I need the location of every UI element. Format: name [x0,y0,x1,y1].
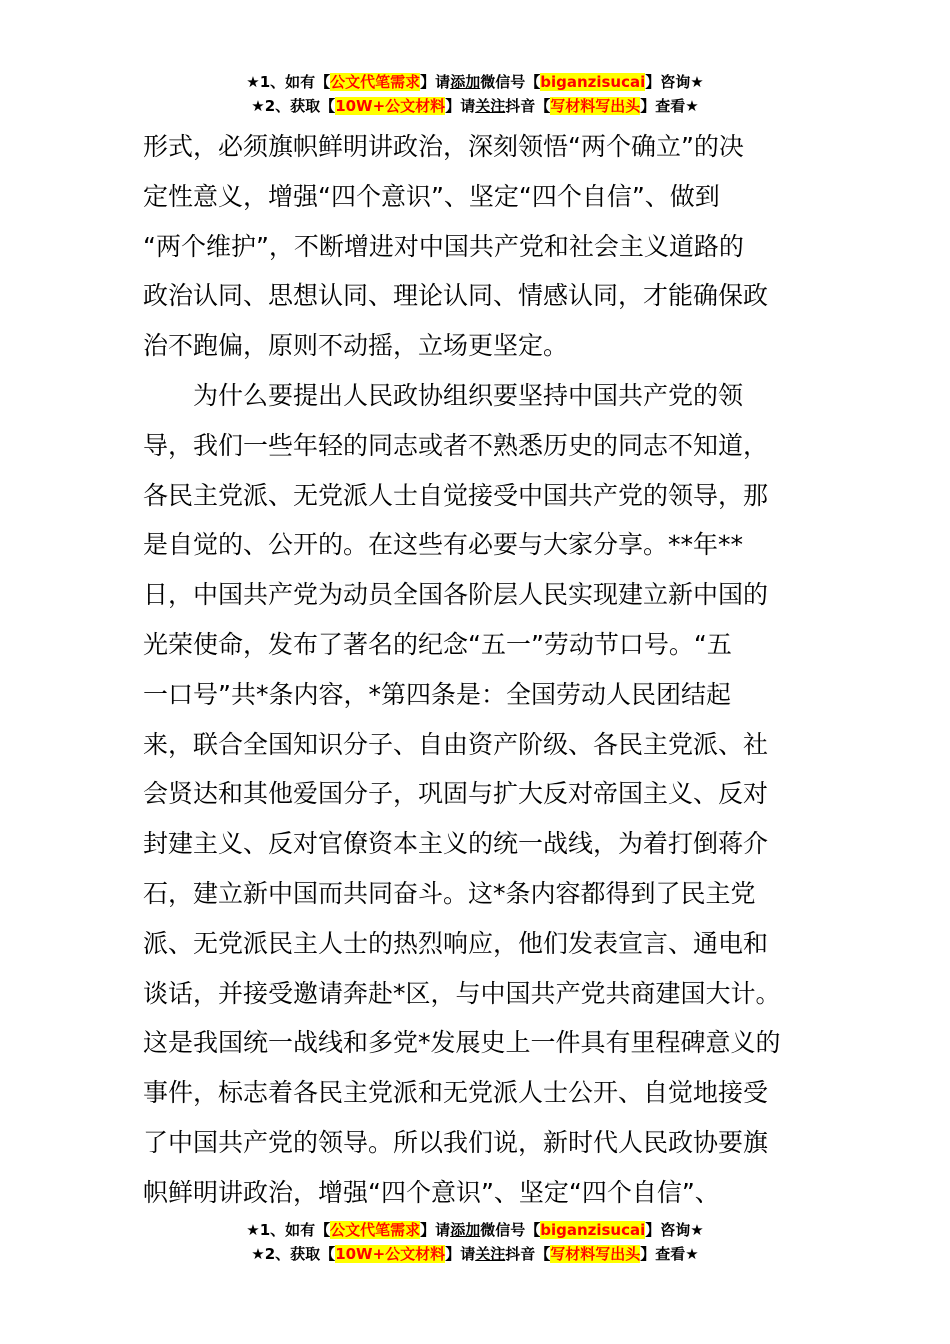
banner-text: 微信号【 [480,73,541,91]
document-body [143,122,808,1218]
body-line: 派、无党派民主人士的热烈响应，他们发表宣言、通电和 [143,928,769,958]
body-line: 石，建立新中国而共同奋斗。这*条内容都得到了民主党 [143,878,756,908]
banner-text: ★1、如有【 [246,73,331,91]
banner-underlined: 关注 [475,1245,506,1263]
banner-text: 抖音【 [505,97,551,115]
header-banner [0,70,950,118]
banner-text: 】咨询★ [645,73,704,91]
body-line: 政治认同、思想认同、理论认同、情感认同，才能确保政 [143,281,769,311]
body-line: 封建主义、反对官僚资本主义的统一战线，为着打倒蒋介 [143,829,769,859]
banner-text: 】请 [420,1221,451,1239]
banner-text: 】查看★ [640,97,699,115]
banner-highlight: 10W+公文材料 [335,1245,446,1263]
banner-text: 】查看★ [640,1245,699,1263]
banner-highlight: biganzisucai [540,1221,646,1239]
banner-text: 】请 [445,97,476,115]
body-line: 一口号”共*条内容，*第四条是：全国劳动人民团结起 [143,679,731,709]
body-line: 事件，标志着各民主党派和无党派人士公开、自觉地接受 [143,1078,769,1108]
body-line: 这是我国统一战线和多党*发展史上一件具有里程碑意义的 [143,1028,781,1058]
banner-text: 】咨询★ [645,1221,704,1239]
banner-underlined: 添加 [450,73,481,91]
banner-highlight: 公文代笔需求 [330,73,421,91]
banner-line-1 [0,70,950,94]
banner-text: 】请 [445,1245,476,1263]
body-line: 导，我们一些年轻的同志或者不熟悉历史的同志不知道， [143,430,769,460]
banner-text: 抖音【 [505,1245,551,1263]
banner-line-1 [0,1218,950,1242]
footer-banner [0,1218,950,1266]
banner-text: ★2、获取【 [251,1245,336,1263]
banner-line-2 [0,1242,950,1266]
banner-text: ★1、如有【 [246,1221,331,1239]
banner-text: ★2、获取【 [251,97,336,115]
body-line: 是自觉的、公开的。在这些有必要与大家分享。**年** [143,530,744,560]
body-line: “两个维护”，不断增进对中国共产党和社会主义道路的 [143,231,744,261]
banner-highlight: 10W+公文材料 [335,97,446,115]
body-line: 帜鲜明讲政治，增强“四个意识”、坚定“四个自信”、 [143,1177,720,1207]
banner-highlight: biganzisucai [540,73,646,91]
banner-highlight: 写材料写出头 [550,97,641,115]
banner-text: 微信号【 [480,1221,541,1239]
banner-line-2 [0,94,950,118]
banner-underlined: 关注 [475,97,506,115]
body-line: 形式，必须旗帜鲜明讲政治，深刻领悟“两个确立”的决 [143,132,744,161]
body-line: 来，联合全国知识分子、自由资产阶级、各民主党派、社 [143,729,769,759]
body-line: 各民主党派、无党派人士自觉接受中国共产党的领导，那 [143,480,769,510]
body-line: 治不跑偏，原则不动摇，立场更坚定。 [143,331,569,361]
body-line: 为什么要提出人民政协组织要坚持中国共产党的领 [143,380,744,410]
body-line: 定性意义，增强“四个意识”、坚定“四个自信”、做到 [143,181,720,211]
banner-highlight: 写材料写出头 [550,1245,641,1263]
body-line: 了中国共产党的领导。所以我们说，新时代人民政协要旗 [143,1127,769,1157]
body-line: 日，中国共产党为动员全国各阶层人民实现建立新中国的 [143,580,769,610]
body-line: 光荣使命，发布了著名的纪念“五一”劳动节口号。“五 [143,629,732,659]
banner-text: 】请 [420,73,451,91]
body-line: 谈话，并接受邀请奔赴*区，与中国共产党共商建国大计。 [143,978,781,1008]
banner-highlight: 公文代笔需求 [330,1221,421,1239]
banner-underlined: 添加 [450,1221,481,1239]
body-line: 会贤达和其他爱国分子，巩固与扩大反对帝国主义、反对 [143,779,769,809]
